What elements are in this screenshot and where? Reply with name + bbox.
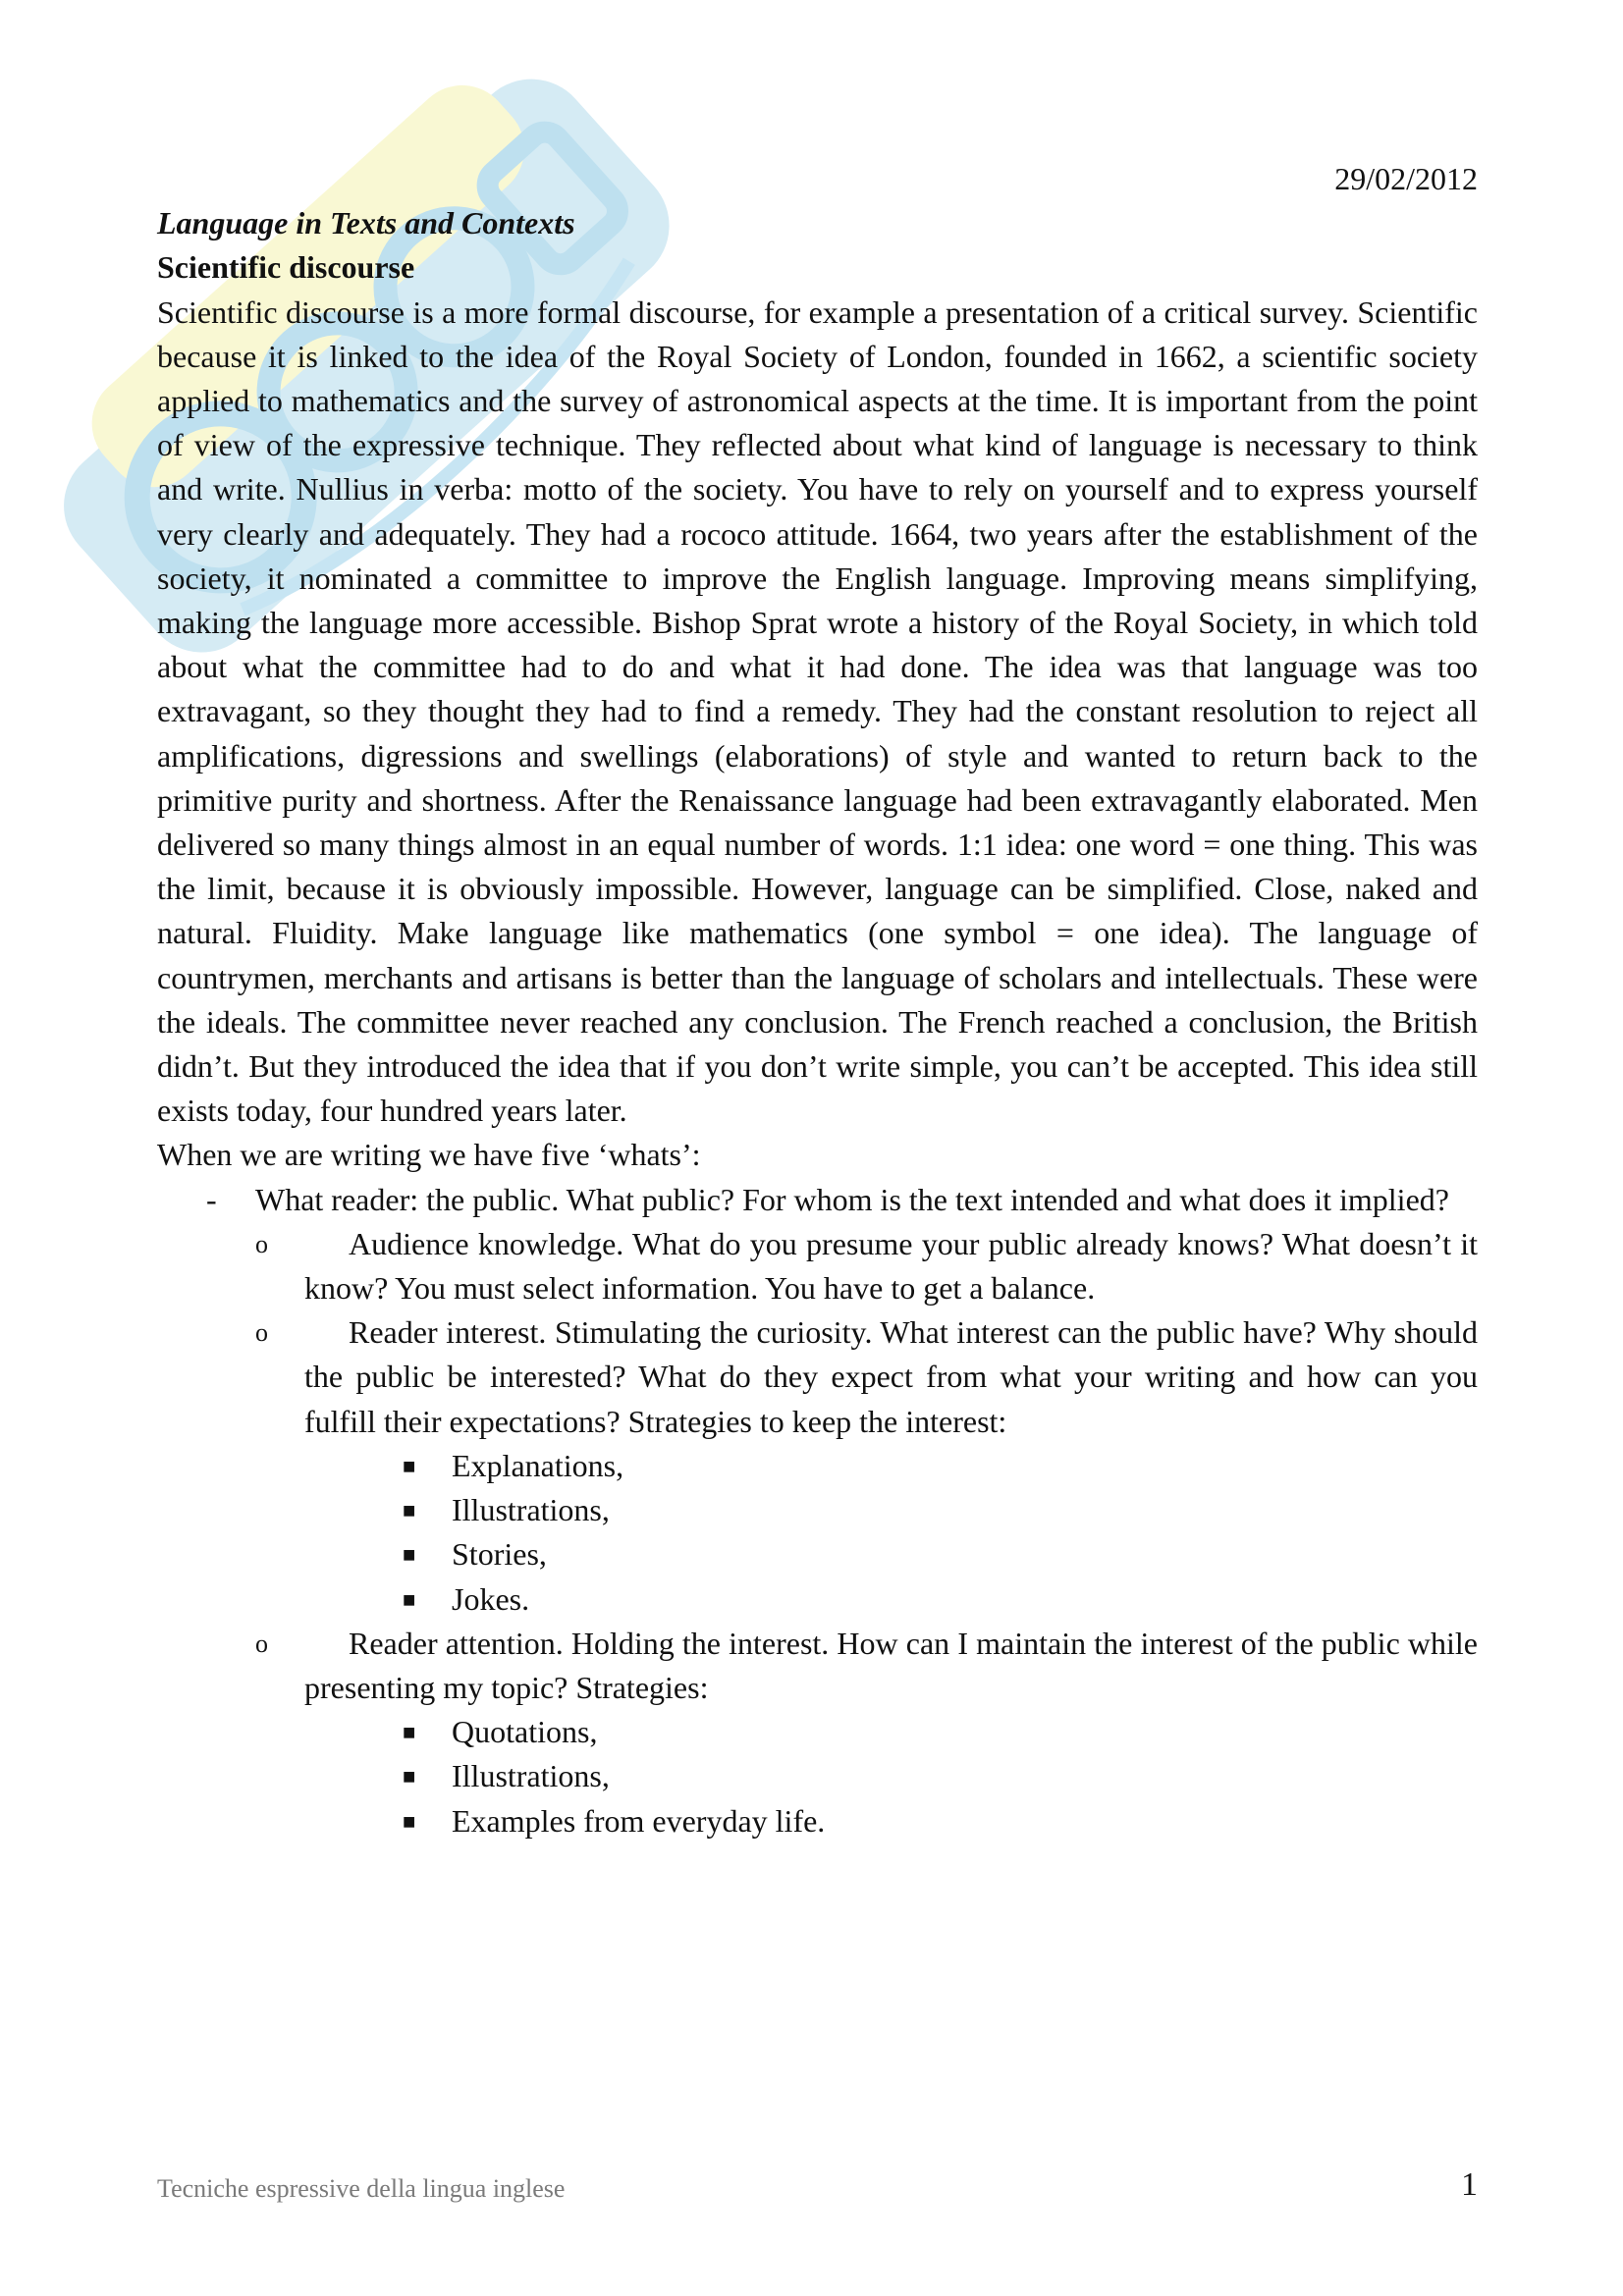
main-paragraph: Scientific discourse is a more formal discourse, for example a presentation of a critical survey. Scientific because it is linked to the idea of the Royal Society of London, founded in 1662, a scientific society applied to mathematics and the survey of astronomical aspects at the time. It is important from the point of view of the expressive technique. They reflected about what kind of language is necessary to think and write. Nullius in verba: motto of the society. You have to rely on yourself and to express yourself very clearly and adequately. They had a rococo attitude. 1664, two years after the establishment of the society, it nominated a committee to improve the English language. Improving means simplifying, making the language more accessible. Bishop Sprat wrote a history of the Royal Society, in which told about what the committee had to do and what it had done. The idea was that language was too extravagant, so they thought they had to find a remedy. They had the constant resolution to reject all amplifications, digressions and swellings (elaborations) of style and wanted to return back to the primitive purity and shortness. After the Renaissance language had been extravagantly elaborated. Men delivered so many things almost in an equal number of words. 1:1 idea: one word = one thing. This was the limit, because it is obviously impossible. However, language can be simplified. Close, naked and natural. Fluidity. Make language like mathematics (one symbol = one idea). The language of countrymen, merchants and artisans is better than the language of scholars and intellectuals. These were the ideals. The committee never reached any conclusion. The French reached a conclusion, the British didn’t. But they introduced the idea that if you don’t write simple, you can’t be accepted. This idea still exists today, four hundred years later. <box>157 294 1478 1129</box>
whats-list <box>157 1178 1478 1843</box>
square-bullet-icon: ■ <box>403 1453 416 1478</box>
bullet-item <box>304 1710 1478 1754</box>
bullet-item <box>304 1799 1478 1843</box>
dash-marker: - <box>206 1181 217 1217</box>
square-bullet-icon: ■ <box>403 1808 416 1834</box>
bullet-list <box>304 1710 1478 1843</box>
page-footer <box>157 2166 1478 2223</box>
bullet-item-text: Explanations, <box>452 1447 624 1483</box>
list-intro: When we are writing we have five ‘whats’: <box>157 1137 701 1173</box>
bullet-item <box>304 1532 1478 1576</box>
sublist-item-text: Audience knowledge. What do you presume your public already knows? What doesn’t it know? You must select information. You have to get a balance. <box>304 1225 1478 1307</box>
bullet-item <box>304 1488 1478 1532</box>
section-title: Scientific discourse <box>157 249 415 286</box>
bullet-item-text: Illustrations, <box>452 1492 610 1528</box>
bullet-item-text: Quotations, <box>452 1714 598 1750</box>
sublist <box>255 1222 1478 1843</box>
sublist-item <box>255 1222 1478 1310</box>
document-date: 29/02/2012 <box>1334 161 1478 196</box>
bullet-item-text: Illustrations, <box>452 1758 610 1794</box>
sublist-item-text: Reader attention. Holding the interest. How can I maintain the interest of the public while presenting my topic? Strategies: <box>304 1625 1478 1705</box>
bullet-item <box>304 1444 1478 1488</box>
bullet-item <box>304 1754 1478 1798</box>
page-number: 1 <box>1461 2166 1478 2203</box>
bullet-list <box>304 1444 1478 1622</box>
list-item-text: What reader: the public. What public? For whom is the text intended and what does it implied? <box>255 1181 1449 1217</box>
document-title: Language in Texts and Contexts <box>157 205 575 241</box>
bullet-item-text: Stories, <box>452 1536 547 1573</box>
square-bullet-icon: ■ <box>403 1498 416 1523</box>
circle-marker: o <box>255 1629 268 1658</box>
square-bullet-icon: ■ <box>403 1764 416 1789</box>
circle-marker: o <box>255 1229 268 1258</box>
sublist-item <box>255 1310 1478 1621</box>
square-bullet-icon: ■ <box>403 1586 416 1612</box>
footer-text: Tecniche espressive della lingua inglese <box>157 2174 566 2203</box>
list-item <box>157 1178 1478 1843</box>
document-page <box>157 157 1478 1843</box>
square-bullet-icon: ■ <box>403 1720 416 1745</box>
sublist-item-text: Reader interest. Stimulating the curiosity. What interest can the public have? Why should the public be interested? What do they expect from what your writing and how can you fulfill their expectations? Strategies to keep the interest: <box>304 1314 1478 1439</box>
square-bullet-icon: ■ <box>403 1542 416 1568</box>
circle-marker: o <box>255 1318 268 1348</box>
bullet-item <box>304 1577 1478 1622</box>
bullet-item-text: Examples from everyday life. <box>452 1802 826 1839</box>
bullet-item-text: Jokes. <box>452 1580 530 1617</box>
sublist-item <box>255 1622 1478 1843</box>
